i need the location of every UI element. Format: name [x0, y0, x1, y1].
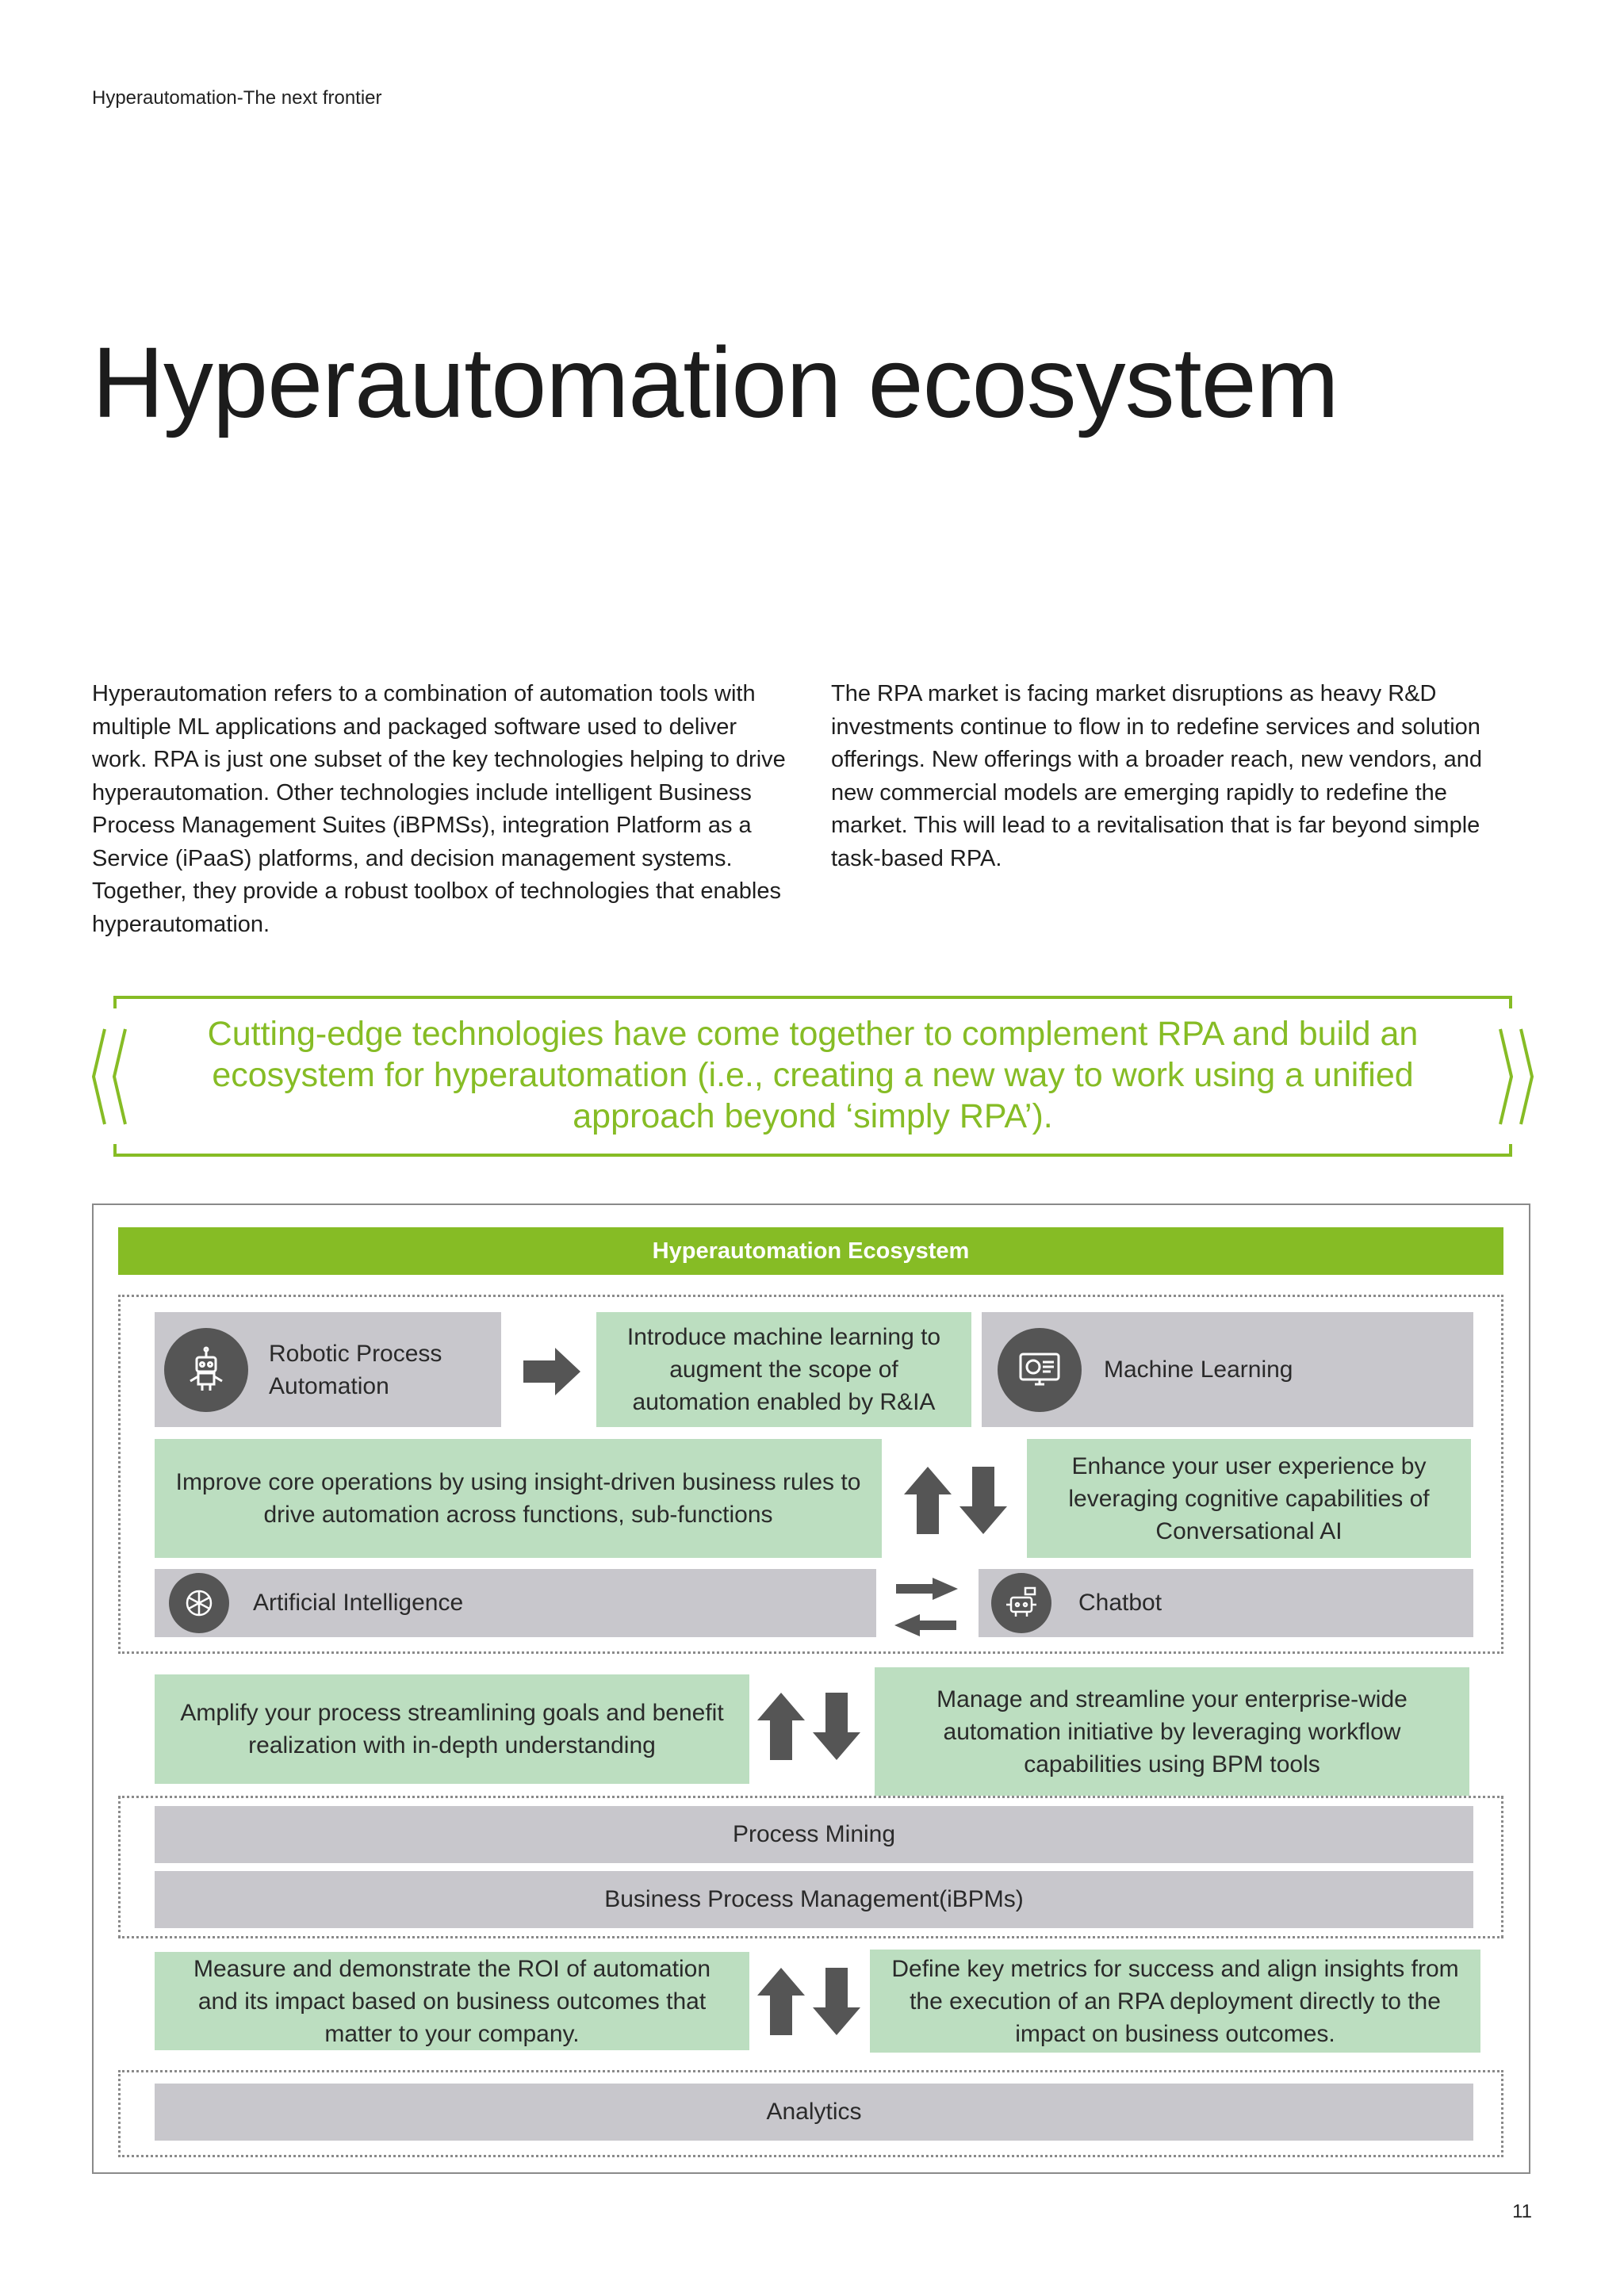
ai-box	[155, 1569, 876, 1637]
running-header: Hyperautomation-The next frontier	[92, 87, 382, 109]
chatbot-desc: Enhance your user experience by leveraging cognitive capabilities of Conversational AI	[1027, 1439, 1471, 1558]
up-down-arrows-icon	[757, 1968, 860, 2035]
left-right-arrows-icon	[894, 1578, 958, 1637]
chatbot-label: Chatbot	[1078, 1590, 1162, 1616]
machine-learning-icon	[998, 1328, 1082, 1412]
analytics-box: Analytics	[155, 2084, 1473, 2141]
rpa-to-ml-desc: Introduce machine learning to augment the scope of automation enabled by R&IA	[596, 1312, 971, 1427]
chatbot-icon	[991, 1573, 1051, 1633]
ecosystem-title: Hyperautomation Ecosystem	[118, 1227, 1503, 1275]
rpa-label: Robotic Process Automation	[269, 1340, 442, 1399]
robot-icon	[164, 1328, 248, 1412]
intro-right-paragraph: The RPA market is facing market disruptions as heavy R&D investments continue to flow in to redefine services and solution offerings. New offerings with a broader reach, new vendors, and new commercial models are emerging rapidly to redefine the market. This will lead to a revitalisation that is far beyond simple task-based RPA.	[831, 681, 1483, 871]
ml-label: Machine Learning	[1104, 1356, 1293, 1383]
ml-box	[982, 1312, 1473, 1427]
bpm-desc: Manage and streamline your enterprise-wide automation initiative by leveraging workflow capabilities using BPM tools	[875, 1667, 1469, 1796]
chatbot-box	[979, 1569, 1473, 1637]
metrics-desc: Define key metrics for success and align insights from the execution of an RPA deployment directly to the impact on business outcomes.	[870, 1950, 1480, 2053]
process-mining-box: Process Mining	[155, 1806, 1473, 1863]
brain-icon	[169, 1573, 229, 1633]
intro-left-paragraph: Hyperautomation refers to a combination of automation tools with multiple ML applications and packaged software used to deliver work. RPA is just one subset of the key technologies helping to drive hyperautomation. Other technologies include intelligent Business Process Management Suites (iBPMSs), integration Platform as a Service (iPaaS) platforms, and decision management systems. Together, they provide a robust toolbox of technologies that enables hyperautomation.	[92, 681, 786, 937]
page-title: Hyperautomation ecosystem	[92, 327, 1339, 438]
bpm-box: Business Process Management(iBPMs)	[155, 1871, 1473, 1928]
pull-quote: Cutting-edge technologies have come together to complement RPA and build an ecosystem for hyperautomation (i.e., creating a new way to work using a unified approach beyond ‘simply RPA’).	[207, 1015, 1419, 1135]
ai-desc: Improve core operations by using insight-driven business rules to drive automation across functions, sub-functions	[155, 1439, 882, 1558]
page-number: 11	[1512, 2201, 1532, 2222]
right-arrow-icon	[523, 1348, 583, 1395]
process-mining-desc: Amplify your process streamlining goals and benefit realization with in-depth understanding	[155, 1674, 749, 1784]
ai-label: Artificial Intelligence	[253, 1590, 464, 1616]
up-down-arrows-icon	[757, 1693, 860, 1760]
up-down-arrows-icon	[904, 1467, 1007, 1534]
rpa-box	[155, 1312, 501, 1427]
roi-desc: Measure and demonstrate the ROI of automation and its impact based on business outcomes that matter to your company.	[155, 1952, 749, 2050]
